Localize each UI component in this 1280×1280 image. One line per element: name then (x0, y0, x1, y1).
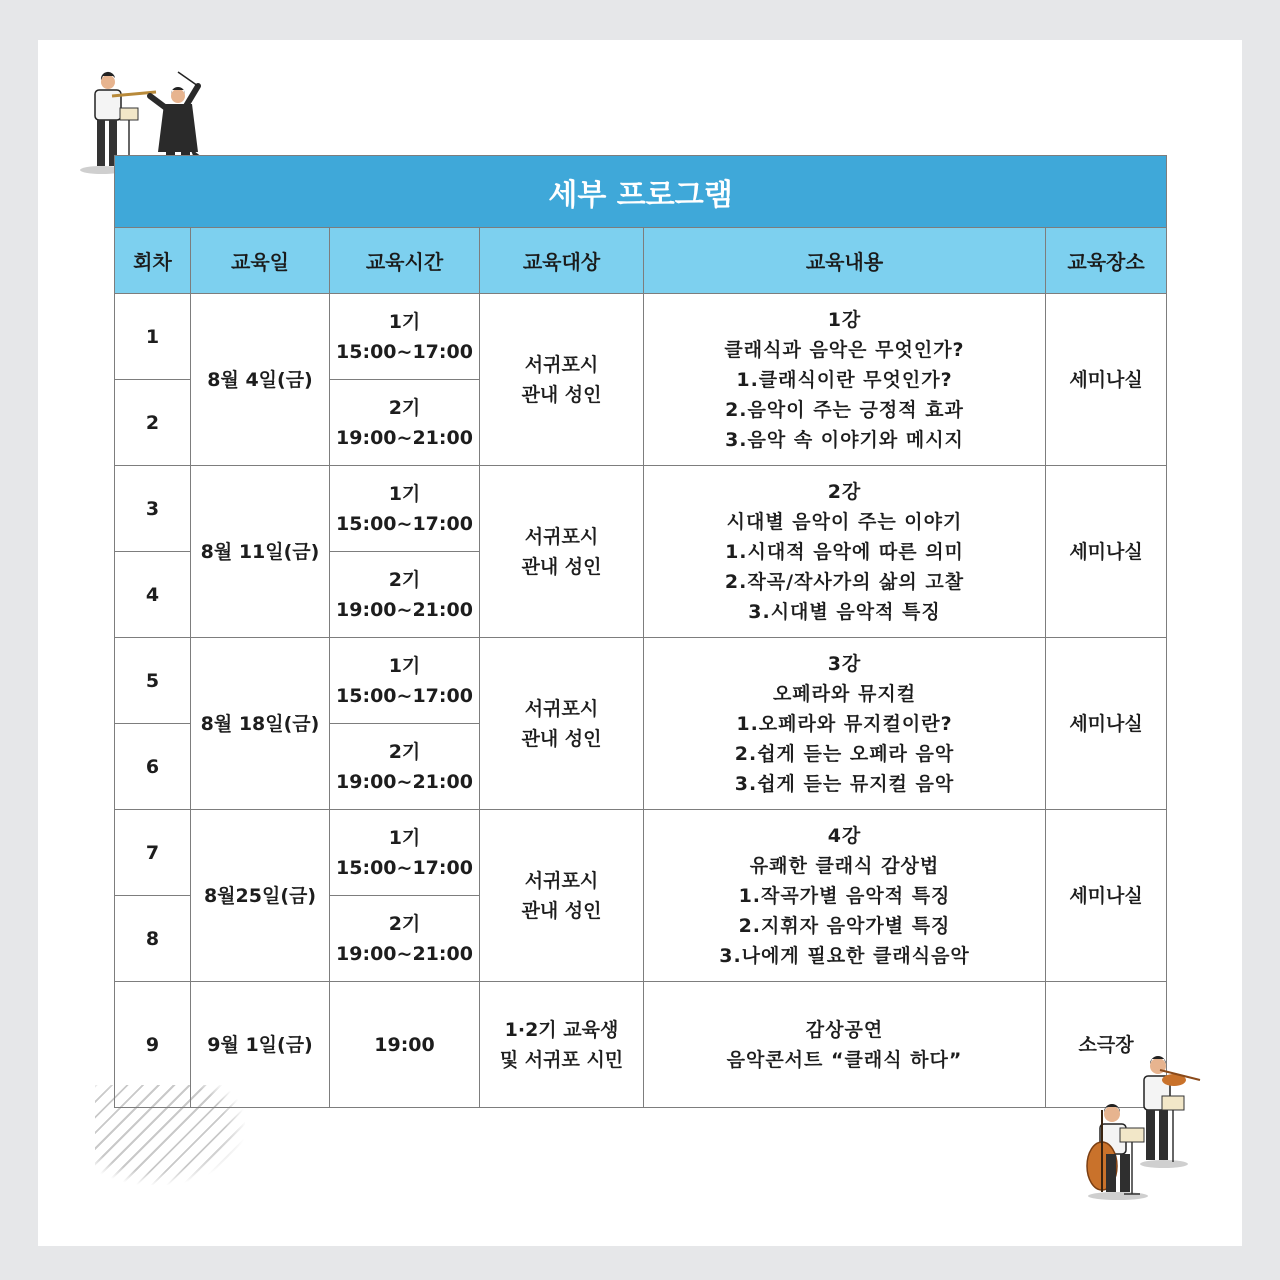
table-row (115, 638, 1167, 724)
session-number: 8 (115, 896, 191, 982)
lecture-topic: 2.쉽게 듣는 오페라 음악 (734, 742, 955, 765)
header-place: 교육장소 (1046, 228, 1167, 294)
time-cell (330, 466, 480, 552)
content-cell (644, 982, 1046, 1108)
header-session: 회차 (115, 228, 191, 294)
lecture-topic: 3.나에게 필요한 클래식음악 (719, 944, 970, 967)
time-range: 19:00~21:00 (336, 598, 473, 621)
session-number: 9 (115, 982, 191, 1108)
table-row (115, 466, 1167, 552)
cohort-label: 2기 (388, 912, 421, 935)
table-row (115, 982, 1167, 1108)
lecture-title: 클래식과 음악은 무엇인가? (724, 338, 965, 361)
content-cell (644, 810, 1046, 982)
lecture-topic: 2.지휘자 음악가별 특징 (738, 914, 951, 937)
cohort-label: 1기 (388, 826, 421, 849)
lecture-title: 감상공연 (805, 1018, 884, 1041)
session-number: 4 (115, 552, 191, 638)
lecture-title: 시대별 음악이 주는 이야기 (726, 510, 963, 533)
place-cell: 세미나실 (1046, 810, 1167, 982)
time-cell (330, 552, 480, 638)
content-cell (644, 466, 1046, 638)
target-line: 및 서귀포 시민 (499, 1048, 624, 1071)
target-line: 서귀포시 (524, 525, 599, 548)
target-line: 서귀포시 (524, 353, 599, 376)
time-cell: 19:00 (330, 982, 480, 1108)
cohort-label: 2기 (388, 740, 421, 763)
header-row (115, 228, 1167, 294)
date-cell: 8월 18일(금) (191, 638, 330, 810)
time-range: 19:00~21:00 (336, 770, 473, 793)
target-cell (480, 810, 644, 982)
session-number: 6 (115, 724, 191, 810)
time-range: 15:00~17:00 (336, 684, 473, 707)
lecture-topic: 음악콘서트 “클래식 하다” (726, 1048, 963, 1071)
lecture-number: 3강 (827, 652, 862, 675)
lecture-topic: 3.쉽게 듣는 뮤지컬 음악 (734, 772, 955, 795)
lecture-number: 2강 (827, 480, 862, 503)
content-cell (644, 638, 1046, 810)
date-cell: 9월 1일(금) (191, 982, 330, 1108)
time-range: 15:00~17:00 (336, 856, 473, 879)
target-line: 관내 성인 (521, 555, 602, 578)
target-line: 관내 성인 (521, 727, 602, 750)
cohort-label: 1기 (388, 654, 421, 677)
time-cell (330, 896, 480, 982)
target-line: 서귀포시 (524, 869, 599, 892)
lecture-title: 유쾌한 클래식 감상법 (749, 854, 940, 877)
violinist-and-cellist-illustration (1076, 1050, 1206, 1212)
date-cell: 8월 11일(금) (191, 466, 330, 638)
target-cell (480, 982, 644, 1108)
time-cell (330, 294, 480, 380)
lecture-topic: 1.오페라와 뮤지컬이란? (736, 712, 953, 735)
session-number: 2 (115, 380, 191, 466)
cohort-label: 2기 (388, 396, 421, 419)
target-cell (480, 294, 644, 466)
target-line: 관내 성인 (521, 899, 602, 922)
time-range: 19:00~21:00 (336, 942, 473, 965)
time-cell (330, 380, 480, 466)
session-number: 5 (115, 638, 191, 724)
place-cell: 세미나실 (1046, 638, 1167, 810)
lecture-topic: 1.클래식이란 무엇인가? (736, 368, 953, 391)
table-title: 세부 프로그램 (115, 156, 1167, 228)
header-time: 교육시간 (330, 228, 480, 294)
session-number: 1 (115, 294, 191, 380)
time-cell (330, 724, 480, 810)
lecture-topic: 2.음악이 주는 긍정적 효과 (725, 398, 964, 421)
lecture-topic: 1.작곡가별 음악적 특징 (738, 884, 951, 907)
content-cell (644, 294, 1046, 466)
lecture-title: 오페라와 뮤지컬 (772, 682, 917, 705)
place-cell: 소극장 (1046, 982, 1167, 1108)
target-line: 서귀포시 (524, 697, 599, 720)
place-cell: 세미나실 (1046, 294, 1167, 466)
header-target: 교육대상 (480, 228, 644, 294)
time-cell (330, 810, 480, 896)
lecture-topic: 3.시대별 음악적 특징 (748, 600, 941, 623)
time-range: 15:00~17:00 (336, 512, 473, 535)
table-row (115, 294, 1167, 380)
date-cell: 8월25일(금) (191, 810, 330, 982)
lecture-topic: 3.음악 속 이야기와 메시지 (725, 428, 964, 451)
session-number: 7 (115, 810, 191, 896)
target-line: 관내 성인 (521, 383, 602, 406)
target-line: 1·2기 교육생 (504, 1018, 619, 1041)
lecture-number: 1강 (827, 308, 862, 331)
time-range: 15:00~17:00 (336, 340, 473, 363)
time-range: 19:00~21:00 (336, 426, 473, 449)
cohort-label: 2기 (388, 568, 421, 591)
lecture-topic: 2.작곡/작사가의 삶의 고찰 (724, 570, 965, 593)
program-table (114, 155, 1167, 1108)
target-cell (480, 466, 644, 638)
table-row (115, 810, 1167, 896)
lecture-number: 4강 (827, 824, 862, 847)
header-date: 교육일 (191, 228, 330, 294)
header-content: 교육내용 (644, 228, 1046, 294)
cohort-label: 1기 (388, 482, 421, 505)
target-cell (480, 638, 644, 810)
cohort-label: 1기 (388, 310, 421, 333)
date-cell: 8월 4일(금) (191, 294, 330, 466)
session-number: 3 (115, 466, 191, 552)
place-cell: 세미나실 (1046, 466, 1167, 638)
time-cell (330, 638, 480, 724)
lecture-topic: 1.시대적 음악에 따른 의미 (725, 540, 964, 563)
